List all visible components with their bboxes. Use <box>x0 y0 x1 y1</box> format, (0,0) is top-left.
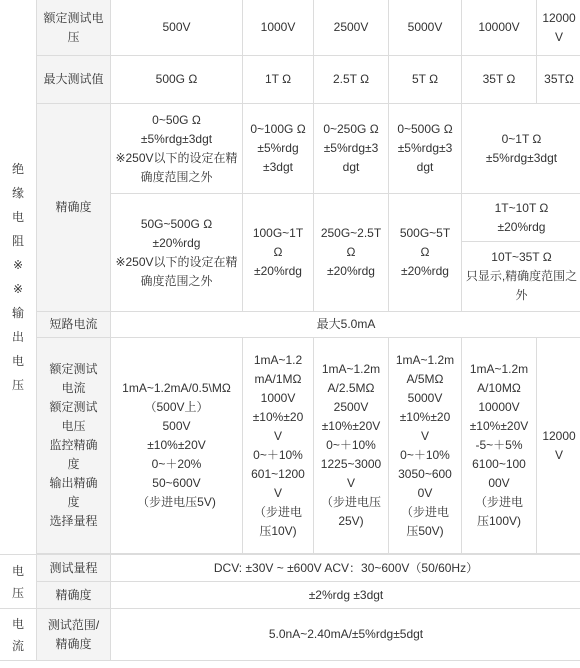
max-12000: 35TΩ <box>537 56 580 104</box>
voltage-range-label: 测试量程 <box>37 555 111 582</box>
voltage-500: 500V <box>111 0 243 56</box>
voltage-12000: 12000V <box>537 0 580 56</box>
current-row <box>0 609 580 661</box>
out-2500: 1mA~1.2m A/2.5MΩ 2500V ±10%±20V 0~＋10% 1225~3000 V （步进电压 25V) <box>314 338 389 554</box>
acc2-5000: 500G~5T Ω ±20%rdg <box>389 194 462 312</box>
group-current <box>0 609 37 661</box>
rated-voltage-row <box>0 0 580 56</box>
short-circuit-row <box>0 312 580 338</box>
acc2-2500: 250G~2.5T Ω ±20%rdg <box>314 194 389 312</box>
acc1-5000: 0~500G Ω ±5%rdg±3 dgt <box>389 104 462 194</box>
accuracy-label: 精确度 <box>37 104 111 312</box>
max-1000: 1T Ω <box>243 56 314 104</box>
group-voltage <box>0 555 37 609</box>
voltage-accuracy-label: 精确度 <box>37 582 111 609</box>
max-2500: 2.5T Ω <box>314 56 389 104</box>
max-value-row <box>0 56 580 104</box>
voltage-range-row <box>0 555 580 582</box>
max-10000: 35T Ω <box>462 56 537 104</box>
out-10000: 1mA~1.2m A/10MΩ 10000V ±10%±20V -5~＋5% 6100~100 00V （步进电 压100V) <box>462 338 537 554</box>
voltage-accuracy-value: ±2%rdg ±3dgt <box>111 582 580 609</box>
acc2-10000: 1T~10T Ω ±20%rdg <box>462 194 580 242</box>
output-row <box>0 338 580 554</box>
group-current-label: 电流 <box>11 616 24 653</box>
acc1-10000-12000: 0~1T Ω ±5%rdg±3dgt <box>462 104 580 194</box>
acc2-500: 50G~500G Ω ±20%rdg ※250V以下的设定在精确度范围之外 <box>111 194 243 312</box>
max-500: 500G Ω <box>111 56 243 104</box>
current-value: 5.0nA~2.40mA/±5%rdg±5dgt <box>111 609 580 661</box>
acc1-1000: 0~100G Ω ±5%rdg ±3dgt <box>243 104 314 194</box>
voltage-2500: 2500V <box>314 0 389 56</box>
group-insulation-output <box>0 0 37 555</box>
voltage-5000: 5000V <box>389 0 462 56</box>
out-5000: 1mA~1.2m A/5MΩ 5000V ±10%±20 V 0~＋10% 3050~600 0V （步进电 压50V) <box>389 338 462 554</box>
acc2-1000: 100G~1T Ω ±20%rdg <box>243 194 314 312</box>
voltage-accuracy-row <box>0 582 580 609</box>
out-12000: 12000V <box>537 338 580 554</box>
accuracy-row-1 <box>0 104 580 194</box>
current-label: 测试范围/ 精确度 <box>37 609 111 661</box>
short-circuit-label: 短路电流 <box>37 312 111 338</box>
group-voltage-label: 电压 <box>11 563 24 600</box>
acc1-2500: 0~250G Ω ±5%rdg±3 dgt <box>314 104 389 194</box>
out-500: 1mA~1.2mA/0.5\MΩ （500V上） 500V ±10%±20V 0~＋20% 50~600V （步进电压5V) <box>111 338 243 554</box>
voltage-1000: 1000V <box>243 0 314 56</box>
output-label: 额定测试 电流 额定测试 电压 监控精确 度 输出精确 度 选择量程 <box>37 338 111 554</box>
voltage-10000: 10000V <box>462 0 537 56</box>
group-insulation-label: 绝缘电阻※※输出电压 <box>11 162 24 392</box>
max-5000: 5T Ω <box>389 56 462 104</box>
short-circuit-value: 最大5.0mA <box>111 312 580 338</box>
out-1000: 1mA~1.2 mA/1MΩ 1000V ±10%±20 V 0~＋10% 601~1200 V （步进电 压10V) <box>243 338 314 554</box>
max-value-label: 最大测试值 <box>37 56 111 104</box>
acc1-500: 0~50G Ω ±5%rdg±3dgt ※250V以下的设定在精确度范围之外 <box>111 104 243 194</box>
voltage-range-value: DCV: ±30V ~ ±600V ACV：30~600V（50/60Hz） <box>111 555 580 582</box>
acc3-display-only: 10T~35T Ω 只显示,精确度范围之外 <box>462 242 580 312</box>
rated-voltage-label: 额定测试电压 <box>37 0 111 56</box>
